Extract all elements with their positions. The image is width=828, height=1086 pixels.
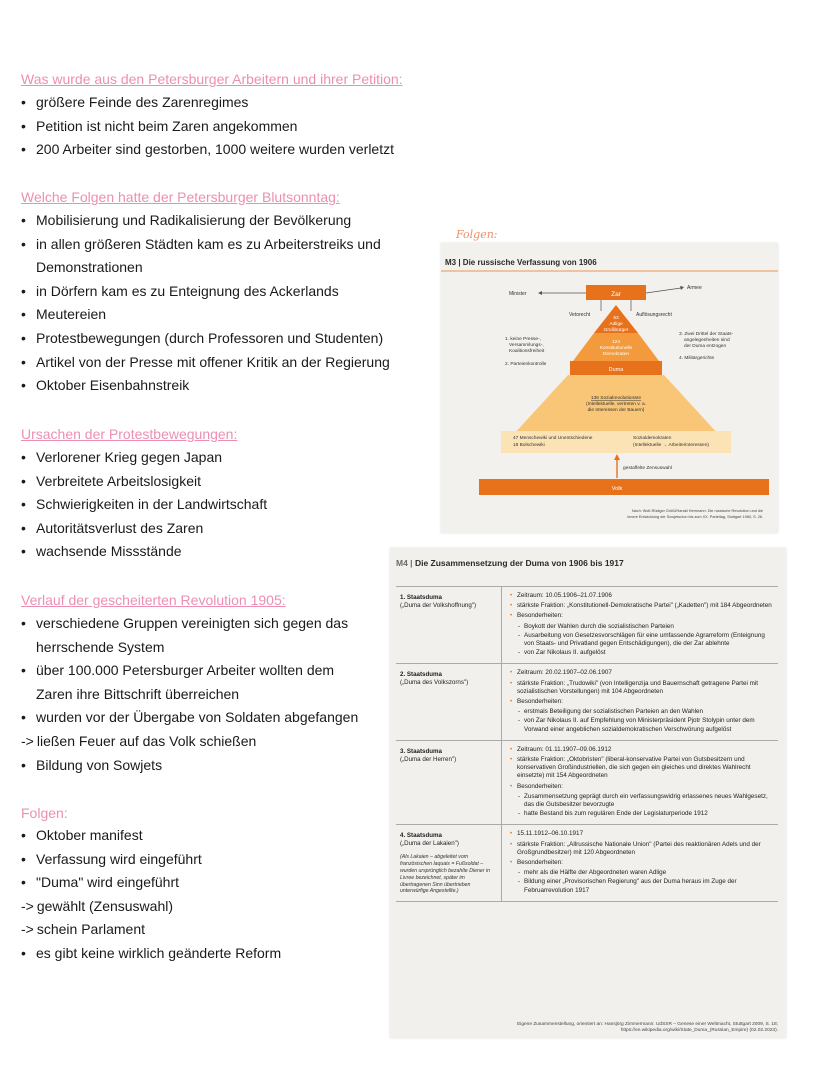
list-item: • verschiedene Gruppen vereinigten sich gegen das herrschende System bbox=[21, 612, 366, 659]
table-source: Eigene Zusammenstellung, orientiert an: Hansjörg Zimmermann: UdSSR – Genese einer Weltmacht, Stuttgart 2009, S. 18; https://en.wikipedia.org/wiki/State_Duma_(Russian_Empire) (02.02.2023). bbox=[517, 1022, 778, 1034]
list-item: • über 100.000 Petersburger Arbeiter wollten dem Zaren ihre Bittschrift überreichen bbox=[21, 659, 366, 706]
right-text-4: 4. Militärgerichte bbox=[679, 356, 715, 361]
list-item: • Mobilisierung und Radikalisierung der Bevölkerung bbox=[21, 209, 391, 233]
duma-name-cell bbox=[396, 825, 502, 900]
diagram-source-2: innere Entwicklung der Sowjetunion bis zum XX. Parteitag, Stuttgart 1980, S. 26. bbox=[627, 515, 763, 519]
arrow-text: ließen Feuer auf das Volk schießen bbox=[36, 732, 257, 749]
detail-bullet: • stärkste Fraktion: „Trudowiki" (von Intelligenzija und Bauernschaft getragene Partei mit sozialistischen Vorstellungen) mit 104 Abgeordneten bbox=[510, 680, 772, 696]
adlige-count: 63 bbox=[613, 316, 619, 321]
bullet-list bbox=[21, 209, 391, 398]
detail-bullet: • Besonderheiten: bbox=[510, 783, 772, 791]
list-item: • Verfassung wird eingeführt bbox=[21, 848, 396, 872]
detail-bullet: • Zeitraum: 01.11.1907–09.06.1912 bbox=[510, 746, 772, 754]
duma-nickname: („Duma der Lakaien") bbox=[400, 840, 459, 848]
bullet-list bbox=[21, 824, 396, 966]
diagram-title: M3 | Die russische Verfassung von 1906 bbox=[445, 258, 597, 267]
list-item: • Schwierigkeiten in der Landwirtschaft bbox=[21, 493, 396, 517]
sozialdemokraten-desc: (Intellektuelle → Arbeiterinteressen) bbox=[633, 443, 709, 448]
arrow-symbol: -> bbox=[21, 732, 34, 749]
detail-subitem: - Ausarbeitung von Gesetzesvorschlägen für eine umfassende Agrarreform (Enteignung von Staats- und Privatland gegen Entschädigungen), die der Zar ablehnte bbox=[510, 632, 772, 648]
duma-nickname: („Duma der Herren") bbox=[400, 755, 457, 763]
right-text-3c: der Duma entzogen bbox=[684, 344, 727, 349]
right-text-3a: 3. Zwei Drittel der Staats- bbox=[679, 332, 734, 337]
aufloesungsrecht-label: Auflösungsrecht bbox=[636, 312, 672, 318]
social-democrats-band bbox=[501, 431, 731, 453]
table-title bbox=[396, 558, 624, 568]
duma-details-cell bbox=[502, 587, 778, 663]
list-item: • in allen größeren Städten kam es zu Arbeiterstreiks und Demonstrationen bbox=[21, 233, 391, 280]
vetorecht-label: Vetorecht bbox=[569, 312, 591, 318]
detail-bullet: • stärkste Fraktion: „Konstitutionell-Demokratische Partei" („Kadetten") mit 184 Abgeordneten bbox=[510, 602, 772, 610]
list-item: • Bildung von Sowjets bbox=[21, 754, 366, 778]
list-item: • Meutereien bbox=[21, 303, 391, 327]
list-item-arrow bbox=[21, 730, 366, 754]
detail-bullet: • stärkste Fraktion: „Oktobristen" (liberal-konservative Partei von Gutsbesitzern und konservativen Großindustriellen, die sich gegen ein gleiches und direktes Wahlrecht einsetzte) mit 154 Abgeordneten bbox=[510, 756, 772, 781]
table-row bbox=[396, 587, 778, 664]
duma-details-cell bbox=[502, 741, 778, 825]
left-text-1c: Koalitionsfreiheit bbox=[509, 349, 545, 354]
handwritten-folgen-label: Folgen: bbox=[456, 228, 498, 241]
sr-label1: (Intellektuelle, vertreten v. a. bbox=[586, 402, 646, 407]
detail-bullet: • Besonderheiten: bbox=[510, 698, 772, 706]
minister-label: Minister bbox=[509, 291, 527, 297]
diagram-source-1: Nach: Wolf-Rüdiger Größl/Harald Herrmann: Die russische Revolution und die bbox=[631, 509, 763, 513]
left-text-1b: Versammlungs-, bbox=[509, 343, 544, 348]
detail-subitem: - Zusammensetzung geprägt durch ein verfassungswidrig erlassenes neues Wahlgesetz, das die Gutsbesitzer bevorzugte bbox=[510, 793, 772, 809]
zensuswahl-label: gestaffelte Zensuswahl bbox=[623, 466, 672, 471]
list-item: • Petition ist nicht beim Zaren angekommen bbox=[21, 115, 396, 139]
list-item: • "Duma" wird eingeführt bbox=[21, 871, 396, 895]
section-heading: Was wurde aus den Petersburger Arbeitern und ihrer Petition: bbox=[21, 71, 403, 87]
sr-label2: die Interessen der Bauern) bbox=[587, 408, 645, 413]
list-item: • Protestbewegungen (durch Professoren und Studenten) bbox=[21, 327, 391, 351]
table-marker: M4 | bbox=[396, 558, 413, 568]
menschewiki-label: 47 Menschewiki und Unentschiedene bbox=[513, 436, 593, 441]
table-row bbox=[396, 664, 778, 740]
detail-subitem: - hatte Bestand bis zum regulären Ende der Legislaturperiode 1912 bbox=[510, 810, 772, 818]
list-item: • größere Feinde des Zarenregimes bbox=[21, 91, 396, 115]
section-heading: Welche Folgen hatte der Petersburger Blutsonntag: bbox=[21, 189, 340, 205]
section-heading: Verlauf der gescheiterten Revolution 1905: bbox=[21, 592, 286, 608]
detail-subitem: - Bildung einer „Provisorischen Regierung" aus der Duma heraus im Zuge der Februarrevolution 1917 bbox=[510, 878, 772, 894]
duma-details-cell bbox=[502, 664, 778, 739]
bullet-list bbox=[21, 91, 396, 162]
detail-subitem: - von Zar Nikolaus II. aufgelöst bbox=[510, 649, 772, 657]
detail-subitem: - erstmals Beteiligung der sozialistischen Parteien an den Wahlen bbox=[510, 708, 772, 716]
duma-name: 3. Staatsduma bbox=[400, 747, 442, 755]
detail-bullet: • Besonderheiten: bbox=[510, 859, 772, 867]
list-item-arrow bbox=[21, 918, 396, 942]
list-item: • Autoritätsverlust des Zaren bbox=[21, 517, 396, 541]
kd-count: 124 bbox=[611, 340, 621, 345]
right-text-3b: angelegenheiten sind bbox=[684, 338, 730, 343]
section-heading: Ursachen der Protestbewegungen: bbox=[21, 426, 238, 442]
duma-name: 4. Staatsduma bbox=[400, 832, 442, 840]
kd-label2: Demokraten bbox=[602, 352, 630, 357]
arrow-text: schein Parlament bbox=[36, 921, 146, 938]
duma-table-photo bbox=[390, 548, 786, 1038]
constitution-diagram-photo bbox=[441, 243, 778, 533]
duma-name-cell bbox=[396, 587, 502, 663]
duma-nickname: („Duma des Volkszorns") bbox=[400, 679, 469, 687]
grossbuerger-label: Großbürger bbox=[603, 328, 629, 333]
section-heading: Folgen: bbox=[21, 805, 68, 821]
list-item: • es gibt keine wirklich geänderte Reform bbox=[21, 942, 396, 966]
detail-bullet: • Zeitraum: 20.02.1907–02.06.1907 bbox=[510, 669, 772, 677]
arrow-symbol: -> bbox=[21, 921, 34, 938]
adlige-label: Adlige bbox=[609, 322, 623, 327]
detail-bullet: • Besonderheiten: bbox=[510, 612, 772, 620]
duma-name: 2. Staatsduma bbox=[400, 671, 442, 679]
sozialdemokraten-label: Sozialdemokraten bbox=[633, 436, 672, 441]
detail-bullet: • Zeitraum: 10.05.1906–21.07.1906 bbox=[510, 592, 772, 600]
list-item: • Verlorener Krieg gegen Japan bbox=[21, 446, 396, 470]
duma-name: 1. Staatsduma bbox=[400, 594, 442, 601]
zar-label: Zar bbox=[611, 291, 621, 298]
duma-note: (Als Lakaien – abgeleitet vom französischen laquais = Fußsoldat – wurden ursprünglich bezahlte Diener in Livree bezeichnet, später im übertragenen Sinn übertrieben unterwürfige Angestellte.) bbox=[400, 854, 490, 895]
volk-band bbox=[479, 479, 769, 495]
kd-label1: Konstitutionelle bbox=[599, 346, 633, 351]
duma-name-cell bbox=[396, 664, 502, 739]
list-item-arrow bbox=[21, 895, 396, 919]
table-title-text: Die Zusammensetzung der Duma von 1906 bis 1917 bbox=[414, 558, 624, 568]
volk-label: Volk bbox=[611, 486, 623, 492]
detail-subitem: - von Zar Nikolaus II. auf Empfehlung von Ministerpräsident Pjotr Stolypin unter dem Vorwand einer angeblichen sozialdemokratischen Verschwörung aufgelöst bbox=[510, 717, 772, 733]
constitution-diagram bbox=[441, 243, 778, 533]
list-item: • in Dörfern kam es zu Enteignung des Ackerlands bbox=[21, 280, 391, 304]
duma-details-cell bbox=[502, 825, 778, 900]
list-item: • Verbreitete Arbeitslosigkeit bbox=[21, 470, 396, 494]
duma-name-cell bbox=[396, 741, 502, 825]
list-item: • wachsende Missstände bbox=[21, 540, 396, 564]
duma-table bbox=[396, 586, 778, 902]
left-text-2: 2. Parteienkontrolle bbox=[505, 362, 547, 367]
duma-nickname: („Duma der Volkshoffnung") bbox=[400, 602, 477, 609]
detail-bullet: • 15.11.1912–06.10.1917 bbox=[510, 830, 772, 838]
bolschewiki-label: 18 Bolschewiki bbox=[513, 443, 545, 448]
list-item: • Artikel von der Presse mit offener Kritik an der Regierung bbox=[21, 351, 391, 375]
list-item: • 200 Arbeiter sind gestorben, 1000 weitere wurden verletzt bbox=[21, 138, 396, 162]
list-item: • Oktober Eisenbahnstreik bbox=[21, 374, 391, 398]
duma-label: Duma bbox=[608, 367, 624, 373]
detail-subitem: - Boykott der Wahlen durch die sozialistischen Parteien bbox=[510, 623, 772, 631]
arrow-symbol: -> bbox=[21, 897, 34, 914]
detail-subitem: - mehr als die Hälfte der Abgeordneten waren Adlige bbox=[510, 869, 772, 877]
table-row bbox=[396, 825, 778, 901]
left-text-1a: 1. keine Presse-, bbox=[505, 337, 541, 342]
bullet-list bbox=[21, 446, 396, 564]
list-item: • wurden vor der Übergabe von Soldaten abgefangen bbox=[21, 706, 366, 730]
table-row bbox=[396, 741, 778, 826]
arrow-text: gewählt (Zensuswahl) bbox=[36, 897, 174, 914]
detail-bullet: • stärkste Fraktion: „Allrussische Nationale Union" (Partei des reaktionären Adels und der Großgrundbesitzer) mit 120 Abgeordneten bbox=[510, 841, 772, 857]
list-item: • Oktober manifest bbox=[21, 824, 396, 848]
armee-label: Armee bbox=[687, 285, 702, 291]
bullet-list bbox=[21, 612, 366, 777]
sr-count: 136 Sozialrevolutionäre bbox=[590, 396, 642, 401]
